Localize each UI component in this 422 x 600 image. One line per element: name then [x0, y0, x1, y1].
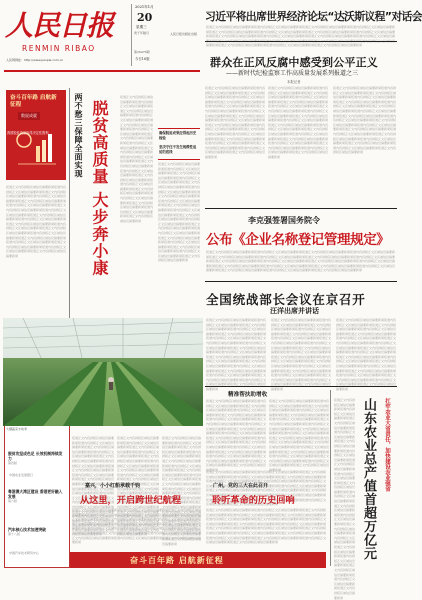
photo-caption: 大棚蔬菜丰收季 [6, 427, 28, 431]
date-lunar: 庚子年腊月 [134, 31, 150, 35]
lower-mid-headline[interactable]: 聆听革命的历史回响 [212, 495, 295, 506]
index-item-4[interactable] [8, 527, 66, 536]
masthead-romanized: RENMIN RIBAO [22, 44, 96, 53]
masthead-logo: 人民日报 [5, 9, 114, 42]
index-item-label: 汽车核心技术加速突破 [8, 527, 46, 532]
pullquote-2: 坚决守住不发生规模性返贫的底线 [159, 145, 197, 154]
headline-3[interactable]: 公布《企业名称登记管理规定》 [206, 232, 390, 248]
center-box-text-2 [269, 399, 329, 454]
headline-3-kicker: 李克强签署国务院令 [248, 215, 320, 225]
lower-left-text-2 [117, 436, 159, 478]
date-day: 20 [137, 11, 153, 24]
rule-masthead [4, 70, 200, 72]
headline-4[interactable]: 全国统战部长会议在京召开 [206, 292, 366, 307]
lower-left-headline[interactable]: 从这里，开启跨世纪航程 [80, 495, 182, 506]
index-sub-label: 中国农业发展银行 [9, 473, 34, 477]
headline-top[interactable]: 习近平将出席世界经济论坛“达沃斯议程”对话会 [205, 10, 422, 23]
story4-col-1 [206, 318, 268, 384]
right-vertical-text [334, 398, 356, 558]
rule-story2 [205, 208, 397, 209]
greenhouse-photo [3, 318, 203, 426]
date-year-month: 2021年1月 [135, 5, 154, 9]
banner-chart-icon [14, 130, 58, 170]
index-item-3[interactable] [8, 489, 66, 503]
date-pages: 今日16版 [135, 57, 150, 61]
lower-left-kicker: 嘉兴，小小红船承载千钧 [85, 483, 141, 489]
index-item-page: 第四版 [8, 461, 18, 465]
top-story-text [206, 25, 396, 39]
index-item-page: 第六版 [8, 499, 18, 503]
center-box-text-1 [206, 399, 266, 454]
vertical-title-a[interactable]: 两不愁三保障全面实现 [74, 93, 84, 178]
left-banner [6, 90, 66, 180]
bottom-banner [70, 552, 326, 568]
lower-mid-body [206, 508, 326, 552]
masthead-url[interactable]: 人民网网址：http://www.people.com.cn [6, 58, 64, 62]
publisher-line: 人民日报出版社出版 [170, 32, 198, 36]
story4-col-2 [271, 318, 333, 384]
left-banner-title: 奋斗百年路 启航新征程 [10, 95, 57, 108]
story2-col-1 [205, 86, 265, 206]
story2-col-3 [333, 86, 397, 206]
subhead-2: ——新时代纪检监察工作高质量发展系列报道之三 [226, 70, 359, 77]
lower-left-body [72, 508, 202, 550]
index-sub-label: 中国汽车技术研究中心 [9, 551, 40, 555]
bottom-banner-text: 奋斗百年路 启航新征程 [130, 556, 224, 565]
left-banner-caption: 我国脱贫攻坚取得决定性胜利 [7, 131, 49, 135]
lower-left-text-3 [162, 436, 202, 478]
lower-left-text-1 [72, 436, 114, 478]
subhead-4: 汪洋出席并讲话 [270, 306, 319, 315]
lower-mid-kicker: 广州，党的三大在此召开 [213, 483, 269, 489]
story4-col-3 [336, 318, 396, 384]
index-item-label: 粤港澳大湾区建设 香港更好融入发展 [8, 489, 63, 499]
rule-story3 [205, 281, 397, 282]
date-block [131, 4, 162, 66]
vertical-title-main[interactable]: 脱贫高质量 大步奔小康 [90, 100, 109, 277]
index-item-page: 第十八版 [8, 532, 21, 536]
byline-2: 本报记者 [287, 80, 301, 84]
rule-mid [205, 386, 397, 387]
story3-text [206, 250, 396, 278]
midcol-text [158, 162, 200, 302]
rule-top [205, 41, 397, 42]
lead-story-text [120, 95, 155, 305]
right-vertical-kicker: 扛牢农业大省责任，加快建设农业强省 [384, 398, 390, 492]
date-serial: 第26476期 [134, 50, 150, 54]
index-item-2[interactable] [8, 451, 66, 465]
story2-col-2 [268, 86, 330, 206]
index-item-label: 脱贫攻坚成色足 长效机制持续发力 [8, 451, 63, 461]
pullquote-box [158, 128, 200, 160]
center-box-title[interactable]: 精准帮扶助增收 [228, 392, 268, 398]
left-banner-subtitle: 数说成就 [18, 112, 40, 120]
rule-right-col [330, 390, 331, 566]
pullquote-1: 确保脱贫成果经得起历史检验 [159, 131, 197, 140]
right-vertical-headline[interactable]: 山东农业总产值首超万亿元 [361, 398, 376, 560]
headline-2[interactable]: 群众在正风反腐中感受到公平正义 [210, 56, 378, 69]
date-weekday: 星期三 [136, 25, 147, 29]
